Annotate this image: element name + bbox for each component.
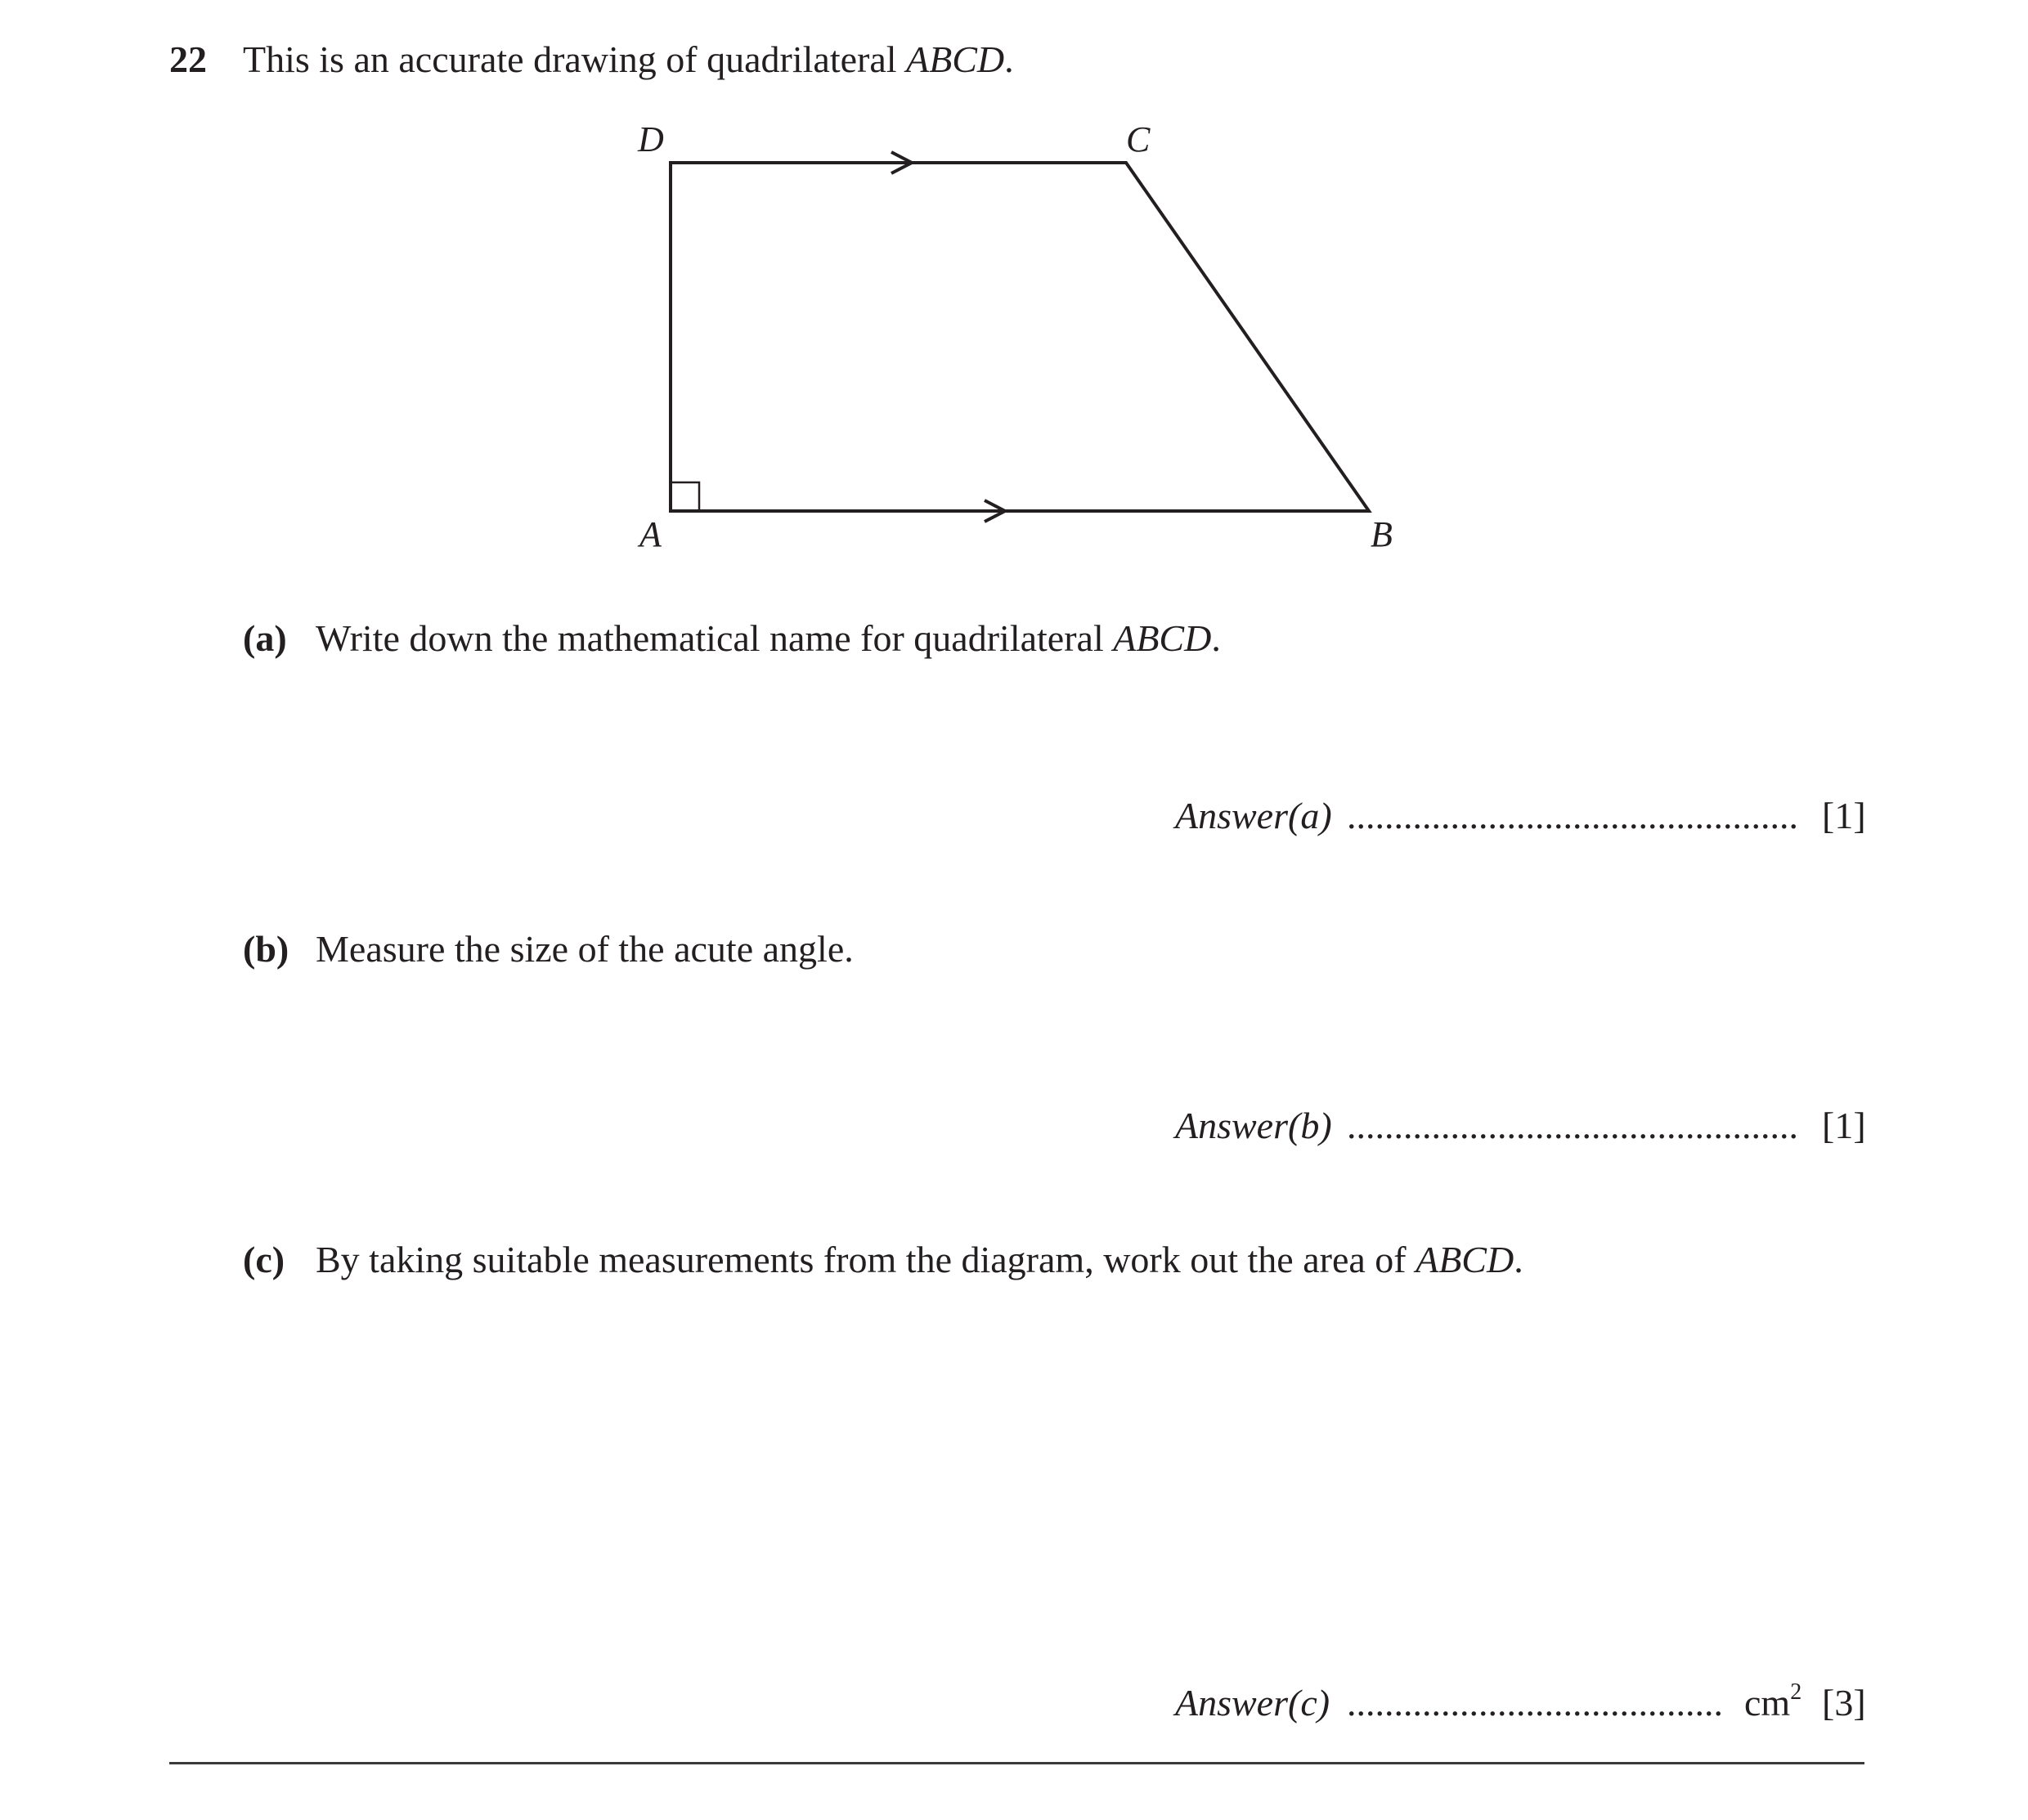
part-a-text: Write down the mathematical name for quadrilateral	[316, 617, 1114, 659]
answer-b-label: Answer(b)	[1175, 1105, 1332, 1146]
marks-c: [3]	[1822, 1682, 1866, 1724]
part-c-label: (c)	[243, 1239, 285, 1280]
answer-b-field[interactable]: ................................................	[1347, 1105, 1798, 1146]
part-a-question	[316, 617, 1221, 659]
part-b-question: Measure the size of the acute angle.	[316, 928, 854, 970]
part-c-question	[316, 1241, 1523, 1279]
marks-b: [1]	[1822, 1105, 1866, 1146]
page-divider	[169, 1762, 1864, 1764]
right-angle-marker	[671, 482, 699, 511]
vertex-label-d: D	[638, 119, 664, 159]
part-c-end: .	[1514, 1239, 1523, 1280]
vertex-label-b: B	[1371, 514, 1393, 554]
marks-a: [1]	[1822, 795, 1866, 836]
answer-c-label: Answer(c)	[1175, 1682, 1330, 1724]
question-intro-end: .	[1004, 38, 1014, 80]
vertex-label-c: C	[1126, 119, 1151, 159]
answer-a-label: Answer(a)	[1175, 795, 1332, 836]
answer-a-field[interactable]: ................................................	[1347, 795, 1798, 836]
part-a-end: .	[1211, 617, 1221, 659]
answer-c-field[interactable]: ........................................	[1347, 1682, 1723, 1724]
part-a-label: (a)	[243, 617, 287, 659]
part-b-label: (b)	[243, 928, 289, 970]
unit-power: 2	[1790, 1679, 1802, 1705]
quadrilateral-abcd	[671, 163, 1369, 511]
part-c-shape: ABCD	[1416, 1239, 1514, 1280]
part-c-text: By taking suitable measurements from the diagram, work out the area of	[316, 1239, 1416, 1280]
quadrilateral-diagram	[0, 0, 2028, 589]
question-intro-text: This is an accurate drawing of quadrilateral	[243, 38, 907, 80]
vertex-label-a: A	[639, 514, 662, 554]
question-number: 22	[169, 38, 207, 80]
question-intro-shape: ABCD	[906, 38, 1005, 80]
unit-text: cm	[1744, 1682, 1791, 1724]
answer-c-unit	[1744, 1679, 1802, 1724]
part-a-shape: ABCD	[1113, 617, 1212, 659]
